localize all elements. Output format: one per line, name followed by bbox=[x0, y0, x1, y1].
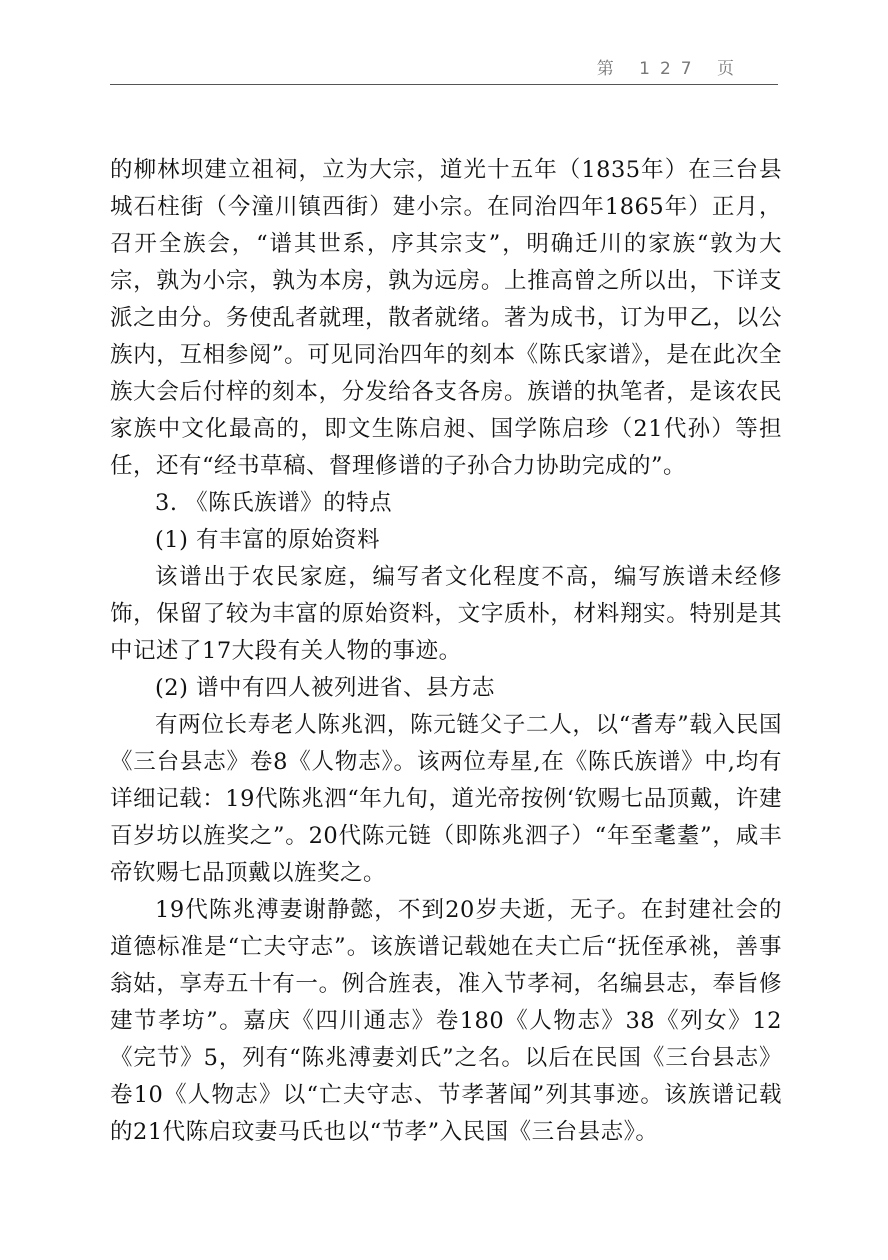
paragraph: 的柳林坝建立祖祠，立为大宗，道光十五年（1835年）在三台县城石柱街（今潼川镇西街）建小宗。在同治四年1865年）正月，召开全族会，“谱其世系，序其宗支”，明确迁川的家族“敦为大宗，孰为小宗，孰为本房，孰为远房。上推高曾之所以出，下详支派之由分。务使乱者就理，散者就绪。著为成书，订为甲乙，以公族内，互相参阅”。可见同治四年的刻本《陈氏家谱》，是在此次全族大会后付梓的刻本，分发给各支各房。族谱的执笔者，是该农民家族中文化最高的，即文生陈启昶、国学陈启珍（21代孙）等担任，还有“经书草稿、督理修谱的子孙合力协助完成的”。 bbox=[110, 157, 782, 479]
paragraph: 19代陈兆溥妻谢静懿，不到20岁夫逝，无子。在封建社会的道德标准是“亡夫守志”。该族谱记载她在夫亡后“抚侄承祧，善事翁姑，享寿五十有一。例合旌表，准入节孝祠，名编县志，奉旨修建节孝坊”。嘉庆《四川通志》卷180《人物志》38《列女》12《完节》5，列有“陈兆溥妻刘氏”之名。以后在民国《三台县志》卷10《人物志》以“亡夫守志、节孝著闻”列其事迹。该族谱记载的21代陈启玟妻马氏也以“节孝”入民国《三台县志》。 bbox=[110, 897, 782, 1145]
paragraph: 有两位长寿老人陈兆泗，陈元链父子二人，以“耆寿”载入民国《三台县志》卷8《人物志》。该两位寿星,在《陈氏族谱》中,均有详细记载：19代陈兆泗“年九旬，道光帝按例‘钦赐七品顶戴，许建百岁坊以旌奖之”。20代陈元链（即陈兆泗子）“年至耄耋”，咸丰帝钦赐七品顶戴以旌奖之。 bbox=[110, 712, 782, 886]
subsection-heading: (1) 有丰富的原始资料 bbox=[155, 527, 381, 553]
section-heading: 3. 《陈氏族谱》的特点 bbox=[155, 490, 393, 516]
page-header bbox=[110, 50, 778, 85]
page-number: 第 127 页 bbox=[596, 59, 744, 79]
body-text bbox=[110, 152, 782, 1151]
subsection-heading: (2) 谱中有四人被列进省、县方志 bbox=[155, 675, 496, 701]
paragraph: 该谱出于农民家庭，编写者文化程度不高，编写族谱未经修饰，保留了较为丰富的原始资料，文字质朴，材料翔实。特别是其中记述了17大段有关人物的事迹。 bbox=[110, 564, 782, 664]
